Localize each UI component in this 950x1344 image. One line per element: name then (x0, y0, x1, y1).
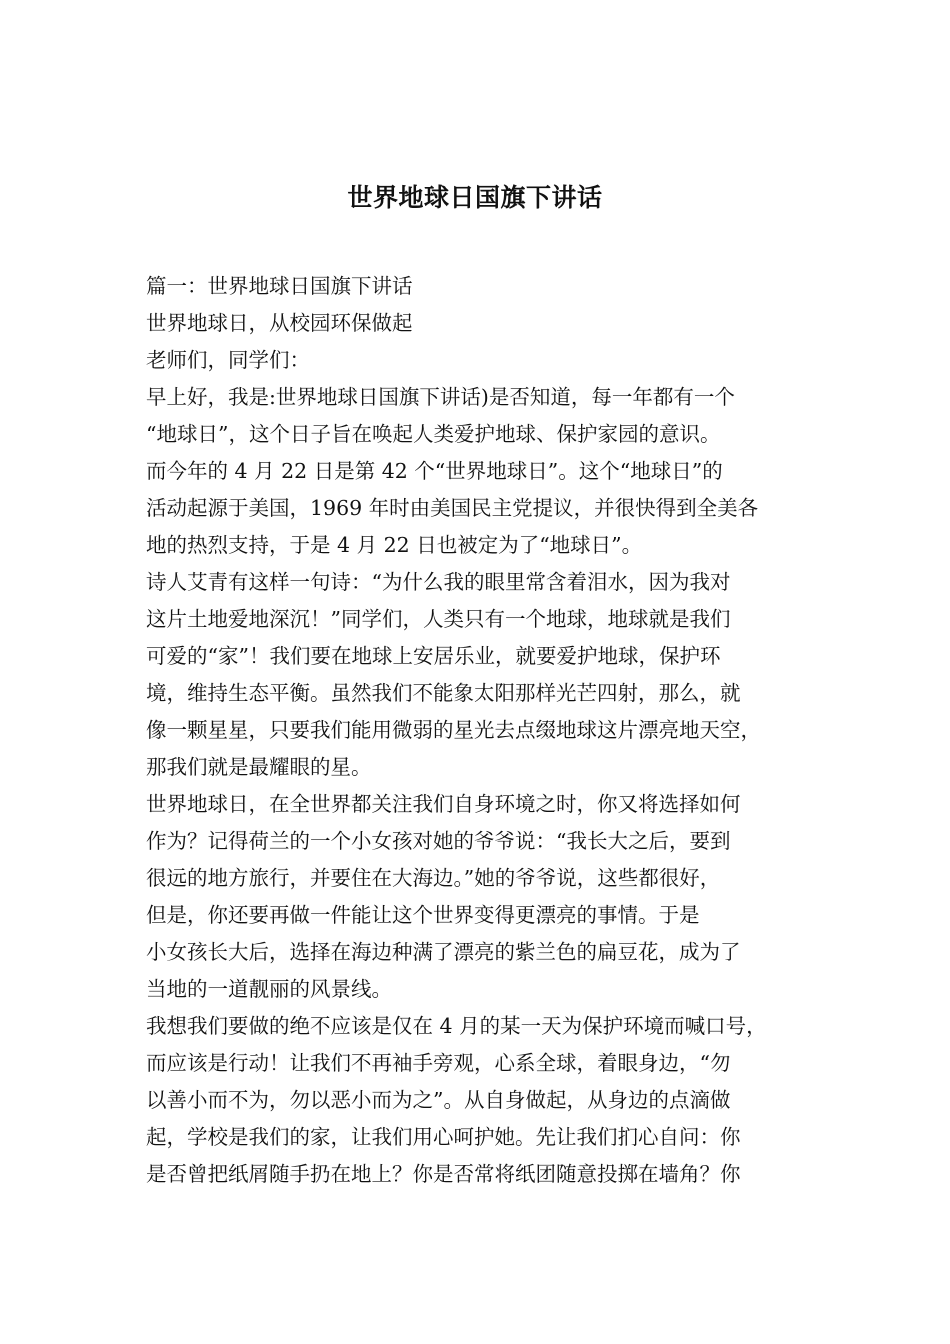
document-body (146, 268, 818, 1193)
text-line: 小女孩长大后，选择在海边种满了漂亮的紫兰色的扁豆花，成为了 (146, 940, 741, 964)
text-line: 诗人艾青有这样一句诗：“为什么我的眼里常含着泪水，因为我对 (146, 570, 731, 594)
text-line: 境，维持生态平衡。虽然我们不能象太阳那样光芒四射，那么，就 (146, 681, 741, 705)
text-line: 可爱的“家”！我们要在地球上安居乐业，就要爱护地球，保护环 (146, 644, 721, 668)
text-line: 起，学校是我们的家，让我们用心呵护她。先让我们扪心自问：你 (146, 1125, 741, 1149)
text-line: 而应该是行动！让我们不再袖手旁观，心系全球，着眼身边，“勿 (146, 1051, 731, 1075)
text-line: 那我们就是最耀眼的星。 (146, 755, 372, 779)
text-line: 篇一：世界地球日国旗下讲话 (146, 274, 413, 298)
document-title: 世界地球日国旗下讲话 (347, 183, 603, 212)
text-line: 早上好，我是:世界地球日国旗下讲话)是否知道，每一年都有一个 (146, 385, 735, 409)
text-line: 地的热烈支持，于是 4 月 22 日也被定为了“地球日”。 (146, 533, 643, 557)
text-line: “地球日”，这个日子旨在唤起人类爱护地球、保护家园的意识。 (146, 422, 721, 446)
text-line: 世界地球日，从校园环保做起 (146, 311, 413, 335)
text-line: 而今年的 4 月 22 日是第 42 个“世界地球日”。这个“地球日”的 (146, 459, 723, 483)
text-line: 但是，你还要再做一件能让这个世界变得更漂亮的事情。于是 (146, 903, 700, 927)
text-line: 老师们，同学们： (146, 348, 310, 372)
text-line: 我想我们要做的绝不应该是仅在 4 月的某一天为保护环境而喊口号， (146, 1014, 767, 1038)
text-line: 很远的地方旅行，并要住在大海边。”她的爷爷说，这些都很好， (146, 866, 721, 890)
text-line: 这片土地爱地深沉！”同学们，人类只有一个地球，地球就是我们 (146, 607, 731, 631)
text-line: 当地的一道靓丽的风景线。 (146, 977, 392, 1001)
text-line: 像一颗星星，只要我们能用微弱的星光去点缀地球这片漂亮地天空， (146, 718, 761, 742)
text-line: 活动起源于美国，1969 年时由美国民主党提议，并很快得到全美各 (146, 496, 759, 520)
text-line: 作为？记得荷兰的一个小女孩对她的爷爷说：“我长大之后，要到 (146, 829, 731, 853)
text-line: 世界地球日，在全世界都关注我们自身环境之时，你又将选择如何 (146, 792, 741, 816)
text-line: 以善小而不为，勿以恶小而为之”。从自身做起，从身边的点滴做 (146, 1088, 731, 1112)
text-line: 是否曾把纸屑随手扔在地上？你是否常将纸团随意投掷在墙角？你 (146, 1162, 741, 1186)
